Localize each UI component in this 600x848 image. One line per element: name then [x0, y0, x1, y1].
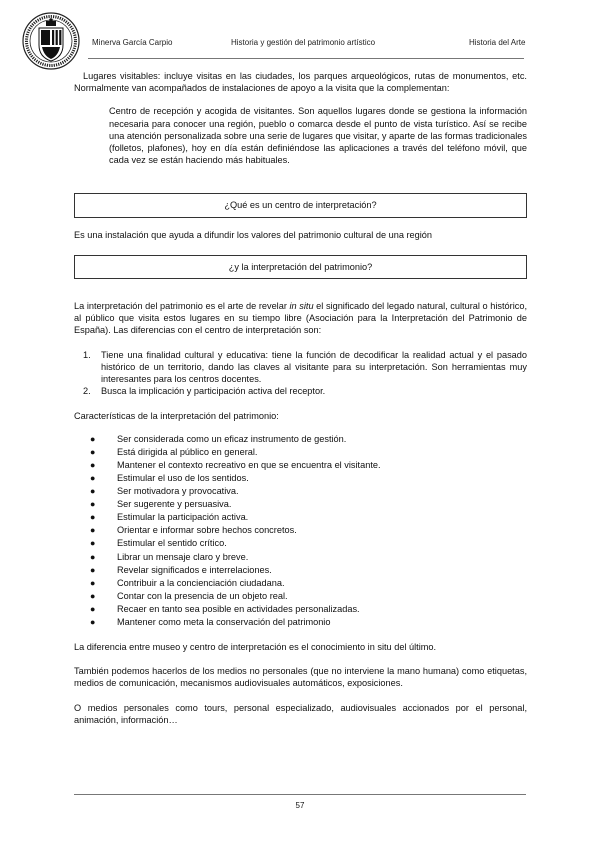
- question-box-heritage-interpretation: ¿y la interpretación del patrimonio?: [74, 255, 527, 279]
- bullet-icon: ●: [90, 472, 96, 483]
- bullet-icon: ●: [90, 590, 96, 601]
- interpretation-after: el significado del legado natural, cultural o histórico, al público que visita estos lugares en su tiempo libre (Asociación para la Interpretación del Patrimonio de España). Las diferencias con el centro de interpretación son:: [74, 301, 527, 336]
- question-box-interpretation-center: ¿Qué es un centro de interpretación?: [74, 193, 527, 217]
- page-content: [74, 70, 527, 726]
- list-item-text: Estimular el sentido crítico.: [117, 538, 227, 549]
- header-author: Minerva García Carpio: [92, 38, 173, 47]
- list-item-text: Revelar significados e interrelaciones.: [117, 564, 272, 575]
- list-item: [74, 577, 527, 590]
- reception-paragraph: [109, 105, 527, 166]
- list-item-text: Contar con la presencia de un objeto real.: [117, 590, 288, 601]
- header-subject: Historia del Arte: [469, 38, 526, 47]
- interpretation-italic: in situ: [289, 301, 314, 312]
- list-item-text: Orientar e informar sobre hechos concretos.: [117, 525, 297, 536]
- personal-paragraph: O medios personales como tours, personal especializado, audiovisuales accionados por el personal, animación, información…: [74, 702, 527, 725]
- list-item: [74, 498, 527, 511]
- bullet-icon: ●: [90, 459, 96, 470]
- list-item-text: Librar un mensaje claro y breve.: [117, 551, 249, 562]
- list-item-text: Estimular el uso de los sentidos.: [117, 472, 249, 483]
- bullet-icon: ●: [90, 525, 96, 536]
- list-item-text: Ser sugerente y persuasiva.: [117, 499, 232, 510]
- list-item-text: Estimular la participación activa.: [117, 512, 249, 523]
- list-item: [74, 537, 527, 550]
- bullet-icon: ●: [90, 446, 96, 457]
- list-item: [74, 551, 527, 564]
- university-seal-logo: [22, 12, 80, 70]
- bullet-icon: ●: [90, 538, 96, 549]
- intro-paragraph: [74, 70, 527, 94]
- difference-paragraph: La diferencia entre museo y centro de interpretación es el conocimiento in situ del último.: [74, 642, 437, 653]
- list-item: [74, 446, 527, 459]
- bullet-icon: ●: [90, 577, 96, 588]
- footer-rule: [74, 794, 526, 795]
- list-item: [74, 385, 527, 397]
- list-item: [74, 590, 527, 603]
- intro-label: Lugares visitables: [83, 71, 158, 81]
- nonpersonal-paragraph: También podemos hacerlos de los medios no personales (que no interviene la mano humana) como etiquetas, medios de comunicación, mecanismos audiovisuales automáticos, exposiciones.: [74, 666, 527, 689]
- intro-text: : incluye visitas en las ciudades, los parques arqueológicos, rutas de monumentos, etc. Normalmente van acompañados de instalaciones de apoyo a la visita que la complementan:: [74, 71, 527, 94]
- list-number: 1.: [83, 349, 91, 360]
- header-course: Historia y gestión del patrimonio artístico: [231, 38, 376, 47]
- bullet-icon: ●: [90, 616, 96, 627]
- list-item-text: Mantener como meta la conservación del patrimonio: [117, 616, 331, 627]
- list-item: [74, 524, 527, 537]
- list-item-text: Ser considerada como un eficaz instrumento de gestión.: [117, 433, 347, 444]
- characteristics-list: [74, 433, 527, 629]
- list-item: [74, 564, 527, 577]
- list-item-text: Busca la implicación y participación activa del receptor.: [101, 386, 326, 397]
- interpretation-before: La interpretación del patrimonio es el arte de revelar: [74, 301, 290, 312]
- list-item-text: Contribuir a la concienciación ciudadana.: [117, 577, 285, 588]
- bullet-icon: ●: [90, 486, 96, 497]
- differences-list: [74, 349, 527, 398]
- characteristics-title: Características de la interpretación del patrimonio:: [74, 411, 279, 422]
- list-number: 2.: [83, 386, 91, 397]
- interpretation-paragraph: [74, 300, 527, 337]
- list-item: [74, 459, 527, 472]
- bullet-icon: ●: [90, 603, 96, 614]
- bullet-icon: ●: [90, 564, 96, 575]
- bullet-icon: ●: [90, 499, 96, 510]
- list-item-text: Mantener el contexto recreativo en que se encuentra el visitante.: [117, 459, 381, 470]
- list-item-text: Recaer en tanto sea posible en actividades personalizadas.: [117, 603, 360, 614]
- answer-paragraph: Es una instalación que ayuda a difundir los valores del patrimonio cultural de una región: [74, 229, 433, 240]
- bullet-icon: ●: [90, 512, 96, 523]
- bullet-icon: ●: [90, 551, 96, 562]
- list-item-text: Ser motivadora y provocativa.: [117, 486, 239, 497]
- reception-label: Centro de recepción y acogida de visitantes: [109, 106, 293, 117]
- page-number: 57: [295, 801, 305, 810]
- reception-text: . Son aquellos lugares donde se gestiona la información necesaria para conocer una región, pueblo o comarca desde el punto de vista turístico. Así se recibe una atención personalizada sobre una serie de lugares que visitar, y aparte de las formas tradicionales (folletos, plafones), hoy en día están definiéndose las aplicaciones a través del teléfono móvil, que cada vez se están haciendo más habituales.: [109, 106, 527, 166]
- list-item: [74, 472, 527, 485]
- list-item: [74, 433, 527, 446]
- list-item: [74, 603, 527, 616]
- list-item-text: Está dirigida al público en general.: [117, 446, 258, 457]
- list-item: [74, 616, 527, 629]
- bullet-icon: ●: [90, 433, 96, 444]
- list-item: [74, 511, 527, 524]
- list-item: [74, 485, 527, 498]
- header-rule: [88, 58, 524, 59]
- list-item: [74, 349, 527, 386]
- list-item-text: Tiene una finalidad cultural y educativa: tiene la función de decodificar la realidad actual y el pasado histórico de un territorio, dando las claves al visitante para su interpretación. Son herramientas muy interesantes para los centros docentes.: [101, 349, 527, 385]
